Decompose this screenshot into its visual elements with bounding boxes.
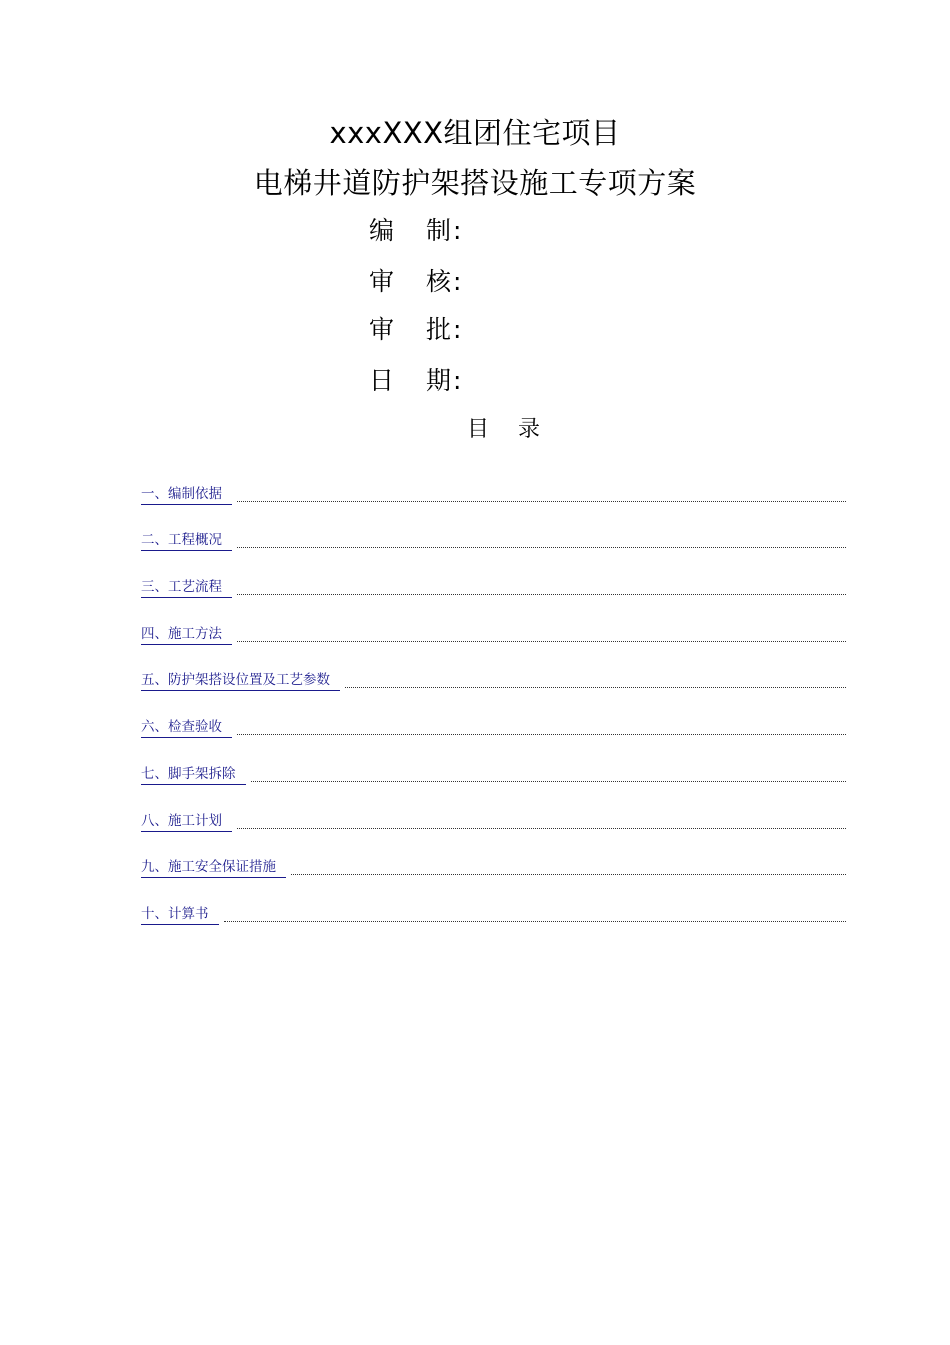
- meta-label-char: 日: [369, 366, 395, 395]
- toc-link-dismantling[interactable]: 七、脚手架拆除: [141, 764, 246, 785]
- toc-entry: [141, 474, 846, 521]
- toc-entry: [141, 754, 846, 801]
- toc-heading: [0, 415, 950, 445]
- toc-entry: [141, 521, 846, 568]
- toc-entry: [141, 614, 846, 661]
- meta-colon: :: [453, 366, 462, 395]
- toc-leader-dots: [237, 641, 846, 642]
- toc-link-plan[interactable]: 八、施工计划: [141, 811, 232, 832]
- toc-link-basis[interactable]: 一、编制依据: [141, 484, 232, 505]
- toc-link-method[interactable]: 四、施工方法: [141, 624, 232, 645]
- toc-entry: [141, 894, 846, 941]
- toc-link-overview[interactable]: 二、工程概况: [141, 530, 232, 551]
- toc-entry: [141, 707, 846, 754]
- toc-entry: [141, 848, 846, 895]
- toc-entry: [141, 801, 846, 848]
- toc-leader-dots: [251, 781, 847, 782]
- meta-label-char: 制: [426, 216, 452, 245]
- toc-heading-char: 目: [467, 417, 490, 442]
- toc-link-inspection[interactable]: 六、检查验收: [141, 717, 232, 738]
- table-of-contents: [141, 474, 846, 941]
- toc-entry: [141, 661, 846, 708]
- toc-leader-dots: [291, 874, 846, 875]
- toc-link-process-flow[interactable]: 三、工艺流程: [141, 577, 232, 598]
- toc-link-position-params[interactable]: 五、防护架搭设位置及工艺参数: [141, 670, 340, 691]
- meta-label-char: 批: [426, 315, 452, 344]
- toc-leader-dots: [237, 828, 846, 829]
- document-subtitle: 电梯井道防护架搭设施工专项方案: [253, 166, 697, 200]
- toc-entry: [141, 567, 846, 614]
- meta-label-char: 编: [369, 216, 395, 245]
- meta-label-char: 核: [426, 267, 452, 296]
- toc-leader-dots: [237, 547, 846, 548]
- meta-label-char: 审: [369, 267, 395, 296]
- toc-leader-dots: [237, 734, 846, 735]
- toc-link-safety[interactable]: 九、施工安全保证措施: [141, 857, 286, 878]
- meta-colon: :: [453, 315, 462, 344]
- toc-link-calculation[interactable]: 十、计算书: [141, 904, 219, 925]
- toc-heading-char: 录: [518, 417, 541, 442]
- meta-colon: :: [453, 267, 462, 296]
- meta-colon: :: [453, 216, 462, 245]
- toc-leader-dots: [224, 921, 847, 922]
- meta-label-char: 审: [369, 315, 395, 344]
- toc-leader-dots: [237, 594, 846, 595]
- toc-leader-dots: [345, 687, 846, 688]
- document-title: xxxXXX组团住宅项目: [329, 116, 621, 150]
- meta-label-char: 期: [426, 366, 452, 395]
- toc-leader-dots: [237, 501, 846, 502]
